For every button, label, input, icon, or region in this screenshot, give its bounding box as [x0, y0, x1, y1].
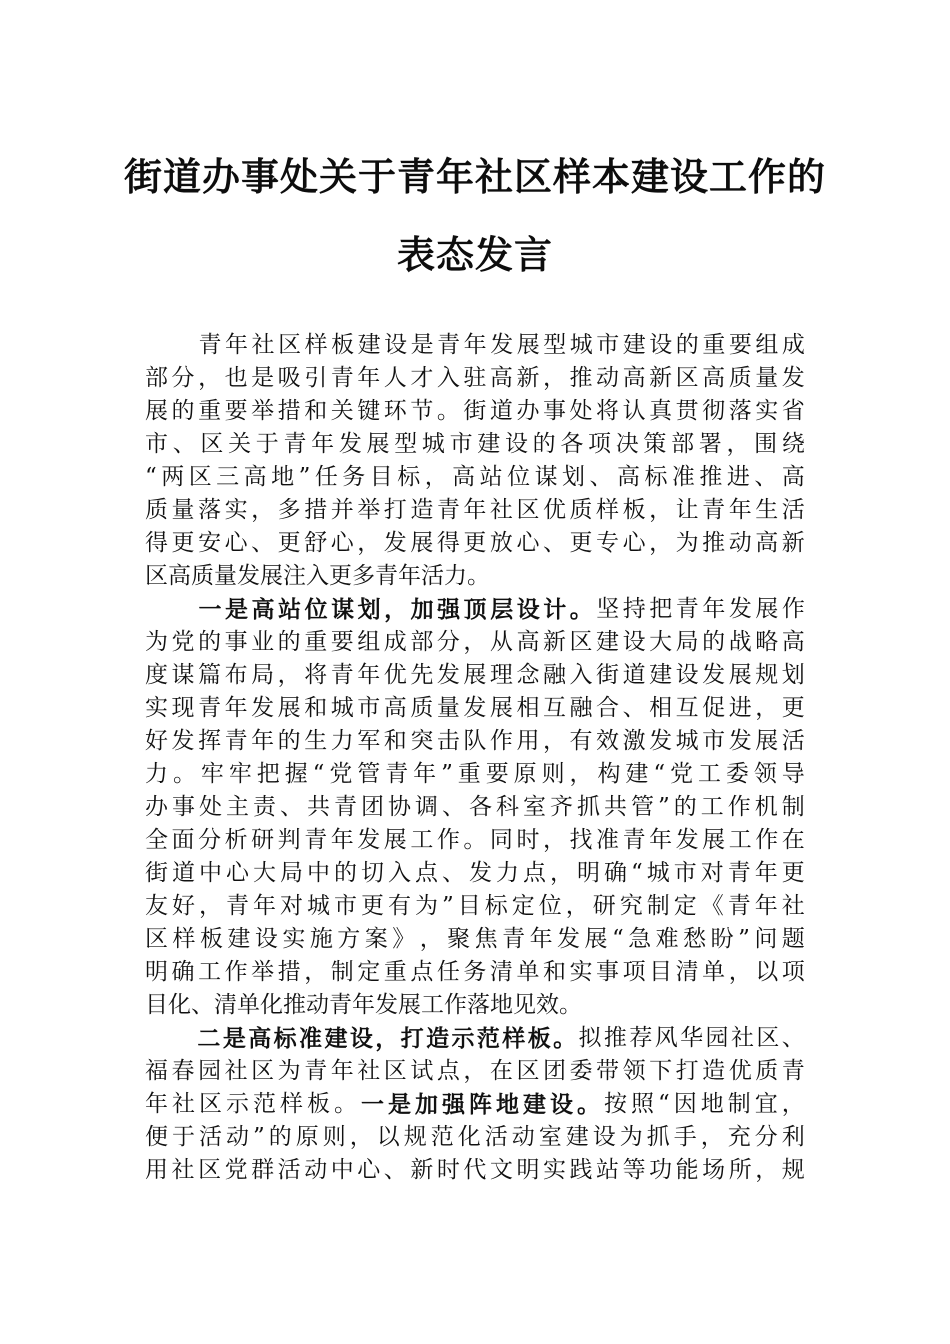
- document-body: [145, 329, 805, 1187]
- text-line: 办 事 处 主 责 、 共 青 团 协 调 、 各 科 室 齐 抓 共 管 ” 的 工 作 机 制: [145, 794, 805, 820]
- text-line: 二 是 高 标 准 建 设 ， 打 造 示 范 样 板 。 拟 推 荐 风 华 园 社 区 、: [145, 1022, 805, 1055]
- text-line: 便 于 活 动 ” 的 原 则 ， 以 规 范 化 活 动 室 建 设 为 抓 手 ， 充 分 利: [145, 1124, 805, 1150]
- title-line-2: 表态发言: [396, 232, 553, 277]
- text-line: 区 样 板 建 设 实 施 方 案 》 ， 聚 焦 青 年 发 展 “ 急 难 愁 盼 ” 问 题: [145, 926, 805, 952]
- text-line: 目 化 、 清 单 化 推 动 青 年 发 展 工 作 落 地 见 效 。: [145, 992, 582, 1018]
- text-line: 力 。 牢 牢 把 握 “ 党 管 青 年 ” 重 要 原 则 ， 构 建 “ 党 工 委 领 导: [145, 761, 805, 787]
- text-line: 街 道 中 心 大 局 中 的 切 入 点 、 发 力 点 ， 明 确 “ 城 市 对 青 年 更: [145, 860, 805, 886]
- text-line: 市 、 区 关 于 青 年 发 展 型 城 市 建 设 的 各 项 决 策 部 署 ， 围 绕: [145, 431, 805, 457]
- text-line: “ 两 区 三 高 地 ” 任 务 目 标 ， 高 站 位 谋 划 、 高 标 准 推 进 、 高: [145, 464, 805, 490]
- text-line: 一 是 高 站 位 谋 划 ， 加 强 顶 层 设 计 。 坚 持 把 青 年 发 展 作: [145, 593, 805, 626]
- text-line: 友 好 ， 青 年 对 城 市 更 有 为 ” 目 标 定 位 ， 研 究 制 定 《 青 年 社: [145, 893, 805, 919]
- text-line: 为 党 的 事 业 的 重 要 组 成 部 分 ， 从 高 新 区 建 设 大 局 的 战 略 高: [145, 629, 805, 655]
- text-line: 好 发 挥 青 年 的 生 力 军 和 突 击 队 作 用 ， 有 效 激 发 城 市 发 展 活: [145, 728, 805, 754]
- text-line: 区 高 质 量 发 展 注 入 更 多 青 年 活 力 。: [145, 563, 490, 589]
- paragraph-indent: [145, 593, 195, 626]
- text-line: 用 社 区 党 群 活 动 中 心 、 新 时 代 文 明 实 践 站 等 功 能 场 所 ， 规: [145, 1157, 805, 1183]
- text-line: 得 更 安 心 、 更 舒 心 ， 发 展 得 更 放 心 、 更 专 心 ， 为 推 动 高 新: [145, 530, 805, 556]
- text-line: 福 春 园 社 区 为 青 年 社 区 试 点 ， 在 区 团 委 带 领 下 打 造 优 质 青: [145, 1058, 805, 1084]
- text-line: 度 谋 篇 布 局 ， 将 青 年 优 先 发 展 理 念 融 入 街 道 建 设 发 展 规 划: [145, 662, 805, 688]
- text-line: 青 年 社 区 样 板 建 设 是 青 年 发 展 型 城 市 建 设 的 重 要 组 成: [145, 329, 805, 362]
- document-title: [0, 154, 950, 277]
- text-line: 实 现 青 年 发 展 和 城 市 高 质 量 发 展 相 互 融 合 、 相 互 促 进 ， 更: [145, 695, 805, 721]
- text-line: 年 社 区 示 范 样 板 。 一 是 加 强 阵 地 建 设 。 按 照 “ 因 地 制 宜 ，: [145, 1091, 805, 1118]
- text-line: 部 分 ， 也 是 吸 引 青 年 人 才 入 驻 高 新 ， 推 动 高 新 区 高 质 量 发: [145, 365, 805, 391]
- text-line: 展 的 重 要 举 措 和 关 键 环 节 。 街 道 办 事 处 将 认 真 贯 彻 落 实 省: [145, 398, 805, 424]
- text-line: 全 面 分 析 研 判 青 年 发 展 工 作 。 同 时 ， 找 准 青 年 发 展 工 作 在: [145, 827, 805, 853]
- text-line: 明 确 工 作 举 措 ， 制 定 重 点 任 务 清 单 和 实 事 项 目 清 单 ， 以 项: [145, 959, 805, 985]
- paragraph-indent: [145, 1022, 195, 1055]
- paragraph-indent: [145, 329, 195, 362]
- title-line-1: 街道办事处关于青年社区样本建设工作的: [123, 154, 826, 199]
- text-line: 质 量 落 实 ， 多 措 并 举 打 造 青 年 社 区 优 质 样 板 ， 让 青 年 生 活: [145, 497, 805, 523]
